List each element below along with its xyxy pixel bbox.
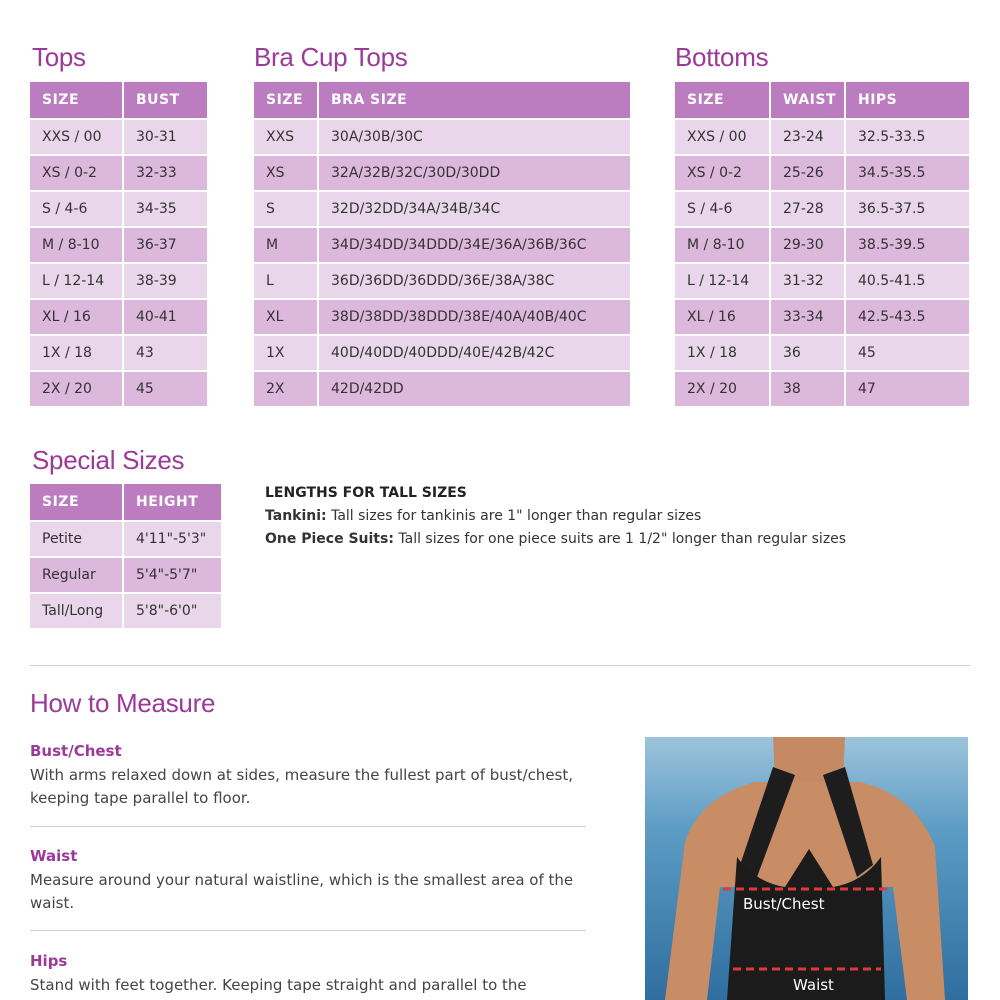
measure-item-title: Waist [30,847,78,865]
measure-item-text: Stand with feet together. Keeping tape straight and parallel to the [30,976,527,994]
table-cell: 34D/34DD/34DDD/34E/36A/36B/36C [317,228,630,262]
one-piece-length-note [265,528,846,551]
table-cell: 36D/36DD/36DDD/36E/38A/38C [317,264,630,298]
table-cell: 32.5-33.5 [844,120,969,154]
table-cell: 38.5-39.5 [844,228,969,262]
table-cell: L / 12-14 [675,264,769,298]
column-header: HEIGHT [122,484,221,520]
table-cell: 43 [122,336,207,370]
table-row [675,156,969,190]
column-header: SIZE [30,82,122,118]
table-cell: XXS / 00 [30,120,122,154]
table-cell: 42D/42DD [317,372,630,406]
special-sizes-table [30,482,221,630]
table-cell: M / 8-10 [30,228,122,262]
table-header-row [30,484,221,520]
table-row [30,228,207,262]
table-cell: 31-32 [769,264,844,298]
table-row [675,228,969,262]
table-cell: 30A/30B/30C [317,120,630,154]
measure-hips [30,952,586,997]
table-cell: 47 [844,372,969,406]
table-header-row [30,82,207,118]
waist-photo-label: Waist [793,976,834,994]
how-to-measure-title: How to Measure [30,688,216,718]
swimsuit-model-illustration [645,737,968,1000]
table-cell: 36.5-37.5 [844,192,969,226]
table-cell: 32A/32B/32C/30D/30DD [317,156,630,190]
bust-chest-photo-label: Bust/Chest [743,895,825,913]
table-cell: Petite [30,522,122,556]
measure-divider [30,930,586,931]
tall-lengths-info [265,482,846,551]
table-cell: 45 [122,372,207,406]
table-cell: M [254,228,317,262]
table-cell: XS / 0-2 [675,156,769,190]
table-cell: 40-41 [122,300,207,334]
table-cell: S [254,192,317,226]
table-cell: 2X / 20 [675,372,769,406]
table-row [30,594,221,628]
table-row [254,300,630,334]
table-cell: 38 [769,372,844,406]
table-row [254,336,630,370]
table-row [675,120,969,154]
table-cell: Regular [30,558,122,592]
table-cell: 5'4"-5'7" [122,558,221,592]
bottoms-title: Bottoms [675,42,769,72]
table-row [30,336,207,370]
table-row [675,264,969,298]
table-row [254,264,630,298]
tankini-length-note [265,505,846,528]
tops-title: Tops [32,42,86,72]
table-cell: 25-26 [769,156,844,190]
table-cell: XL / 16 [30,300,122,334]
table-cell: L / 12-14 [30,264,122,298]
table-cell: 42.5-43.5 [844,300,969,334]
table-row [254,156,630,190]
table-cell: S / 4-6 [30,192,122,226]
measure-item-title: Bust/Chest [30,742,122,760]
table-cell: XXS [254,120,317,154]
column-header: SIZE [30,484,122,520]
table-row [30,558,221,592]
table-row [30,156,207,190]
measure-item-text: With arms relaxed down at sides, measure the fullest part of bust/chest, keeping tape parallel to floor. [30,766,574,807]
tankini-label: Tankini: [265,508,327,524]
table-cell: 45 [844,336,969,370]
tall-lengths-heading: LENGTHS FOR TALL SIZES [265,485,467,501]
measure-item-text: Measure around your natural waistline, which is the smallest area of the waist. [30,871,574,912]
table-row [675,300,969,334]
table-cell: 30-31 [122,120,207,154]
table-cell: L [254,264,317,298]
table-cell: 40.5-41.5 [844,264,969,298]
table-row [30,120,207,154]
table-cell: 38-39 [122,264,207,298]
table-row [254,372,630,406]
table-cell: 4'11"-5'3" [122,522,221,556]
tankini-text: Tall sizes for tankinis are 1" longer than regular sizes [331,508,702,524]
column-header: SIZE [675,82,769,118]
table-cell: 32-33 [122,156,207,190]
table-cell: 34.5-35.5 [844,156,969,190]
table-cell: 33-34 [769,300,844,334]
table-cell: S / 4-6 [675,192,769,226]
table-cell: 23-24 [769,120,844,154]
table-row [30,300,207,334]
bra-cup-tops-title: Bra Cup Tops [254,42,408,72]
column-header: HIPS [844,82,969,118]
tops-size-table [30,80,207,408]
table-cell: 1X / 18 [30,336,122,370]
table-cell: XS [254,156,317,190]
bottoms-size-table [675,80,969,408]
table-cell: 2X / 20 [30,372,122,406]
one-piece-text: Tall sizes for one piece suits are 1 1/2" longer than regular sizes [398,531,847,547]
table-row [30,192,207,226]
table-header-row [254,82,630,118]
table-cell: Tall/Long [30,594,122,628]
measure-item-title: Hips [30,952,68,970]
column-header: SIZE [254,82,317,118]
table-header-row [675,82,969,118]
table-cell: XL / 16 [675,300,769,334]
measure-divider [30,826,586,827]
table-cell: 1X [254,336,317,370]
table-cell: 38D/38DD/38DDD/38E/40A/40B/40C [317,300,630,334]
table-cell: XL [254,300,317,334]
table-cell: 36 [769,336,844,370]
table-cell: XS / 0-2 [30,156,122,190]
table-row [30,372,207,406]
table-cell: M / 8-10 [675,228,769,262]
table-row [675,336,969,370]
column-header: WAIST [769,82,844,118]
table-cell: 1X / 18 [675,336,769,370]
table-cell: XXS / 00 [675,120,769,154]
section-divider [30,665,970,666]
table-row [675,372,969,406]
measure-bust-chest [30,742,586,810]
table-cell: 34-35 [122,192,207,226]
measurement-photo [645,737,968,1000]
bra-cup-tops-size-table [254,80,630,408]
table-cell: 5'8"-6'0" [122,594,221,628]
column-header: BRA SIZE [317,82,630,118]
table-cell: 32D/32DD/34A/34B/34C [317,192,630,226]
table-cell: 40D/40DD/40DDD/40E/42B/42C [317,336,630,370]
one-piece-label: One Piece Suits: [265,531,394,547]
table-row [254,228,630,262]
table-cell: 36-37 [122,228,207,262]
table-cell: 2X [254,372,317,406]
special-sizes-title: Special Sizes [32,445,185,475]
table-row [254,192,630,226]
column-header: BUST [122,82,207,118]
table-row [30,522,221,556]
table-row [675,192,969,226]
table-row [30,264,207,298]
table-cell: 29-30 [769,228,844,262]
table-row [254,120,630,154]
table-cell: 27-28 [769,192,844,226]
measure-waist [30,847,586,915]
